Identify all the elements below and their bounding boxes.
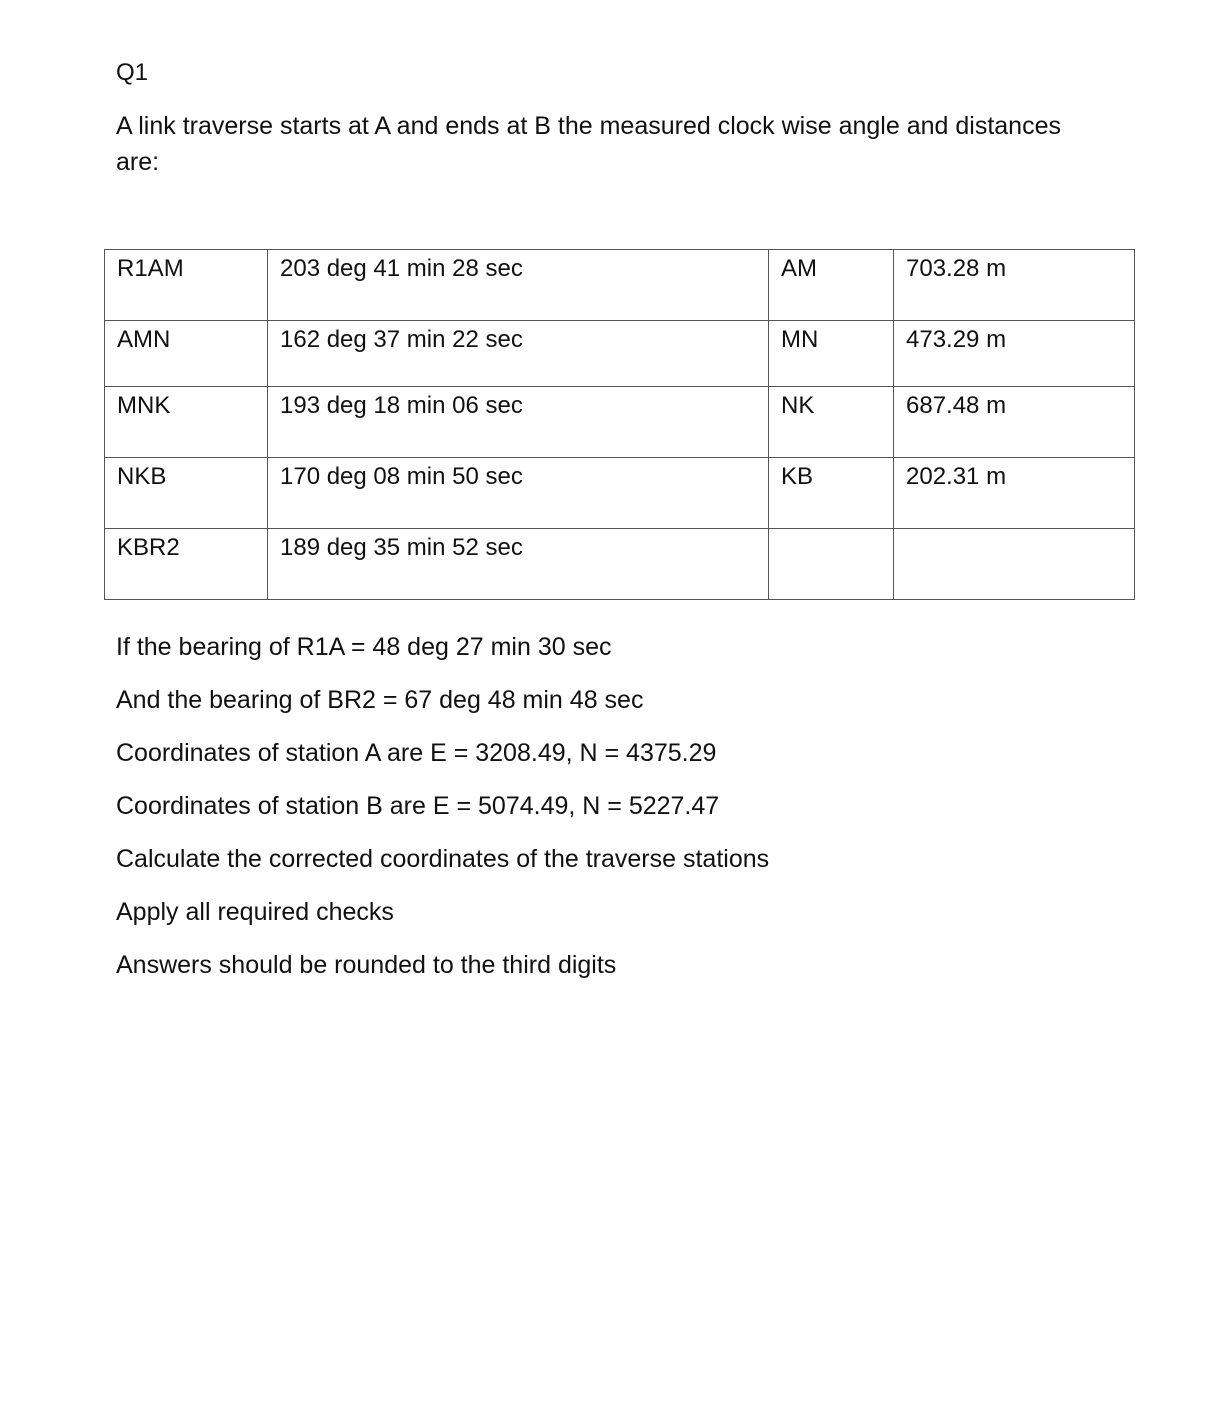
angle-name-cell: MNK xyxy=(105,387,268,458)
line-name-cell: NK xyxy=(769,387,894,458)
table-row xyxy=(105,387,1135,458)
table-row xyxy=(105,321,1135,387)
given-data-list xyxy=(116,632,769,1003)
checks-instruction-text: Apply all required checks xyxy=(116,898,394,926)
table-row xyxy=(105,458,1135,529)
angle-name-cell: NKB xyxy=(105,458,268,529)
distance-cell: 202.31 m xyxy=(894,458,1135,529)
line-name-cell: MN xyxy=(769,321,894,387)
distance-cell xyxy=(894,529,1135,600)
bearing-br2-text: And the bearing of BR2 = 67 deg 48 min 48 sec xyxy=(116,686,644,714)
distance-cell: 687.48 m xyxy=(894,387,1135,458)
bearing-r1a-text: If the bearing of R1A = 48 deg 27 min 30 sec xyxy=(116,633,612,661)
angle-name-cell: KBR2 xyxy=(105,529,268,600)
table-row xyxy=(105,529,1135,600)
question-intro: A link traverse starts at A and ends at B the measured clock wise angle and distances are: xyxy=(116,112,1061,176)
line-name-cell: KB xyxy=(769,458,894,529)
distance-cell: 473.29 m xyxy=(894,321,1135,387)
distance-cell: 703.28 m xyxy=(894,250,1135,321)
angle-value-cell: 203 deg 41 min 28 sec xyxy=(268,250,769,321)
question-label: Q1 xyxy=(116,59,149,86)
line-name-cell: AM xyxy=(769,250,894,321)
angle-value-cell: 170 deg 08 min 50 sec xyxy=(268,458,769,529)
angle-value-cell: 162 deg 37 min 22 sec xyxy=(268,321,769,387)
task-instruction-text: Calculate the corrected coordinates of the traverse stations xyxy=(116,845,770,873)
angle-name-cell: AMN xyxy=(105,321,268,387)
station-b-coordinates-text: Coordinates of station B are E = 5074.49, N = 5227.47 xyxy=(116,792,720,820)
traverse-table xyxy=(104,249,1135,600)
station-a-coordinates-text: Coordinates of station A are E = 3208.49, N = 4375.29 xyxy=(116,739,717,767)
rounding-instruction-text: Answers should be rounded to the third digits xyxy=(116,951,617,979)
table-row xyxy=(105,250,1135,321)
angle-value-cell: 193 deg 18 min 06 sec xyxy=(268,387,769,458)
line-name-cell xyxy=(769,529,894,600)
angle-name-cell: R1AM xyxy=(105,250,268,321)
angle-value-cell: 189 deg 35 min 52 sec xyxy=(268,529,769,600)
